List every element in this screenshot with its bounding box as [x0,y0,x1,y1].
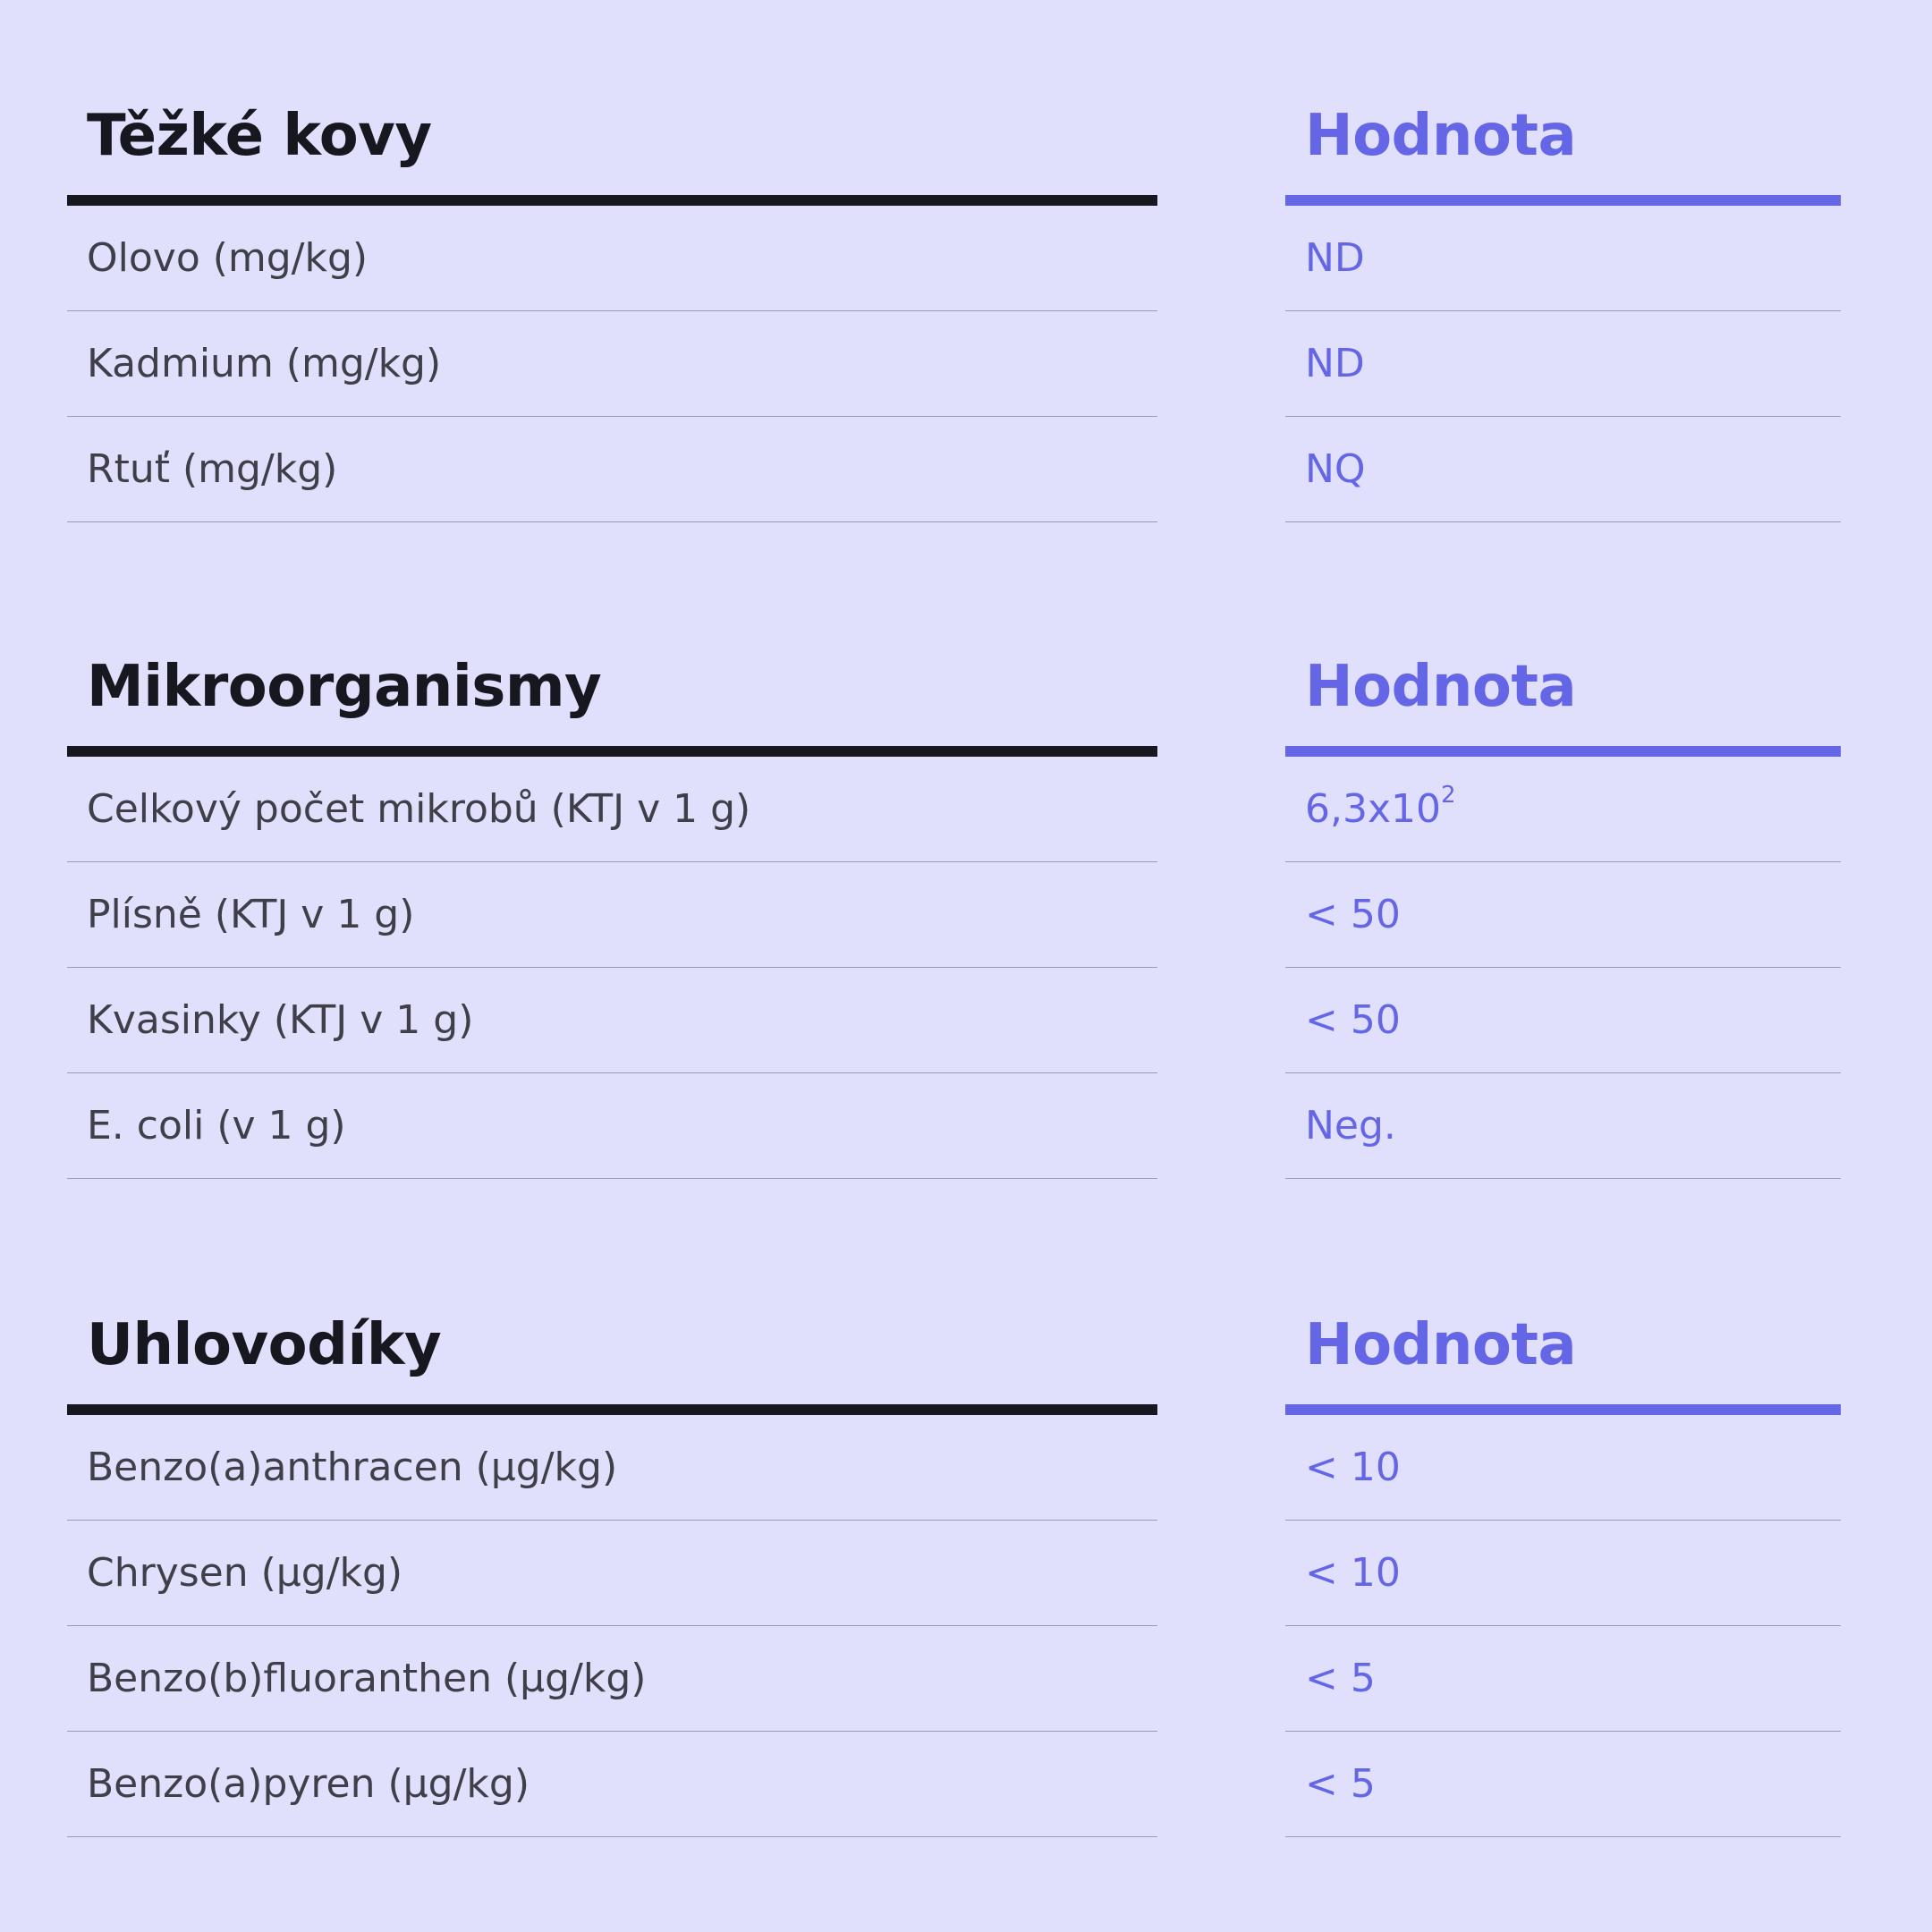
section-title: Těžké kovy [87,103,432,169]
parameter-label: Rtuť (mg/kg) [87,445,338,492]
table-row [1285,417,1841,522]
table-row [1285,862,1841,968]
header-rule [67,1404,1157,1415]
table-row [1285,1073,1841,1179]
hydrocarbons-values-column [1285,1279,1841,1837]
table-row [67,311,1157,417]
parameter-label: Celkový počet mikrobů (KTJ v 1 g) [87,785,751,832]
table-row [67,862,1157,968]
table-row [67,206,1157,311]
value-header-rule [1285,195,1841,206]
table-row [67,1732,1157,1837]
parameter-label: Kadmium (mg/kg) [87,340,442,386]
table-row [67,417,1157,522]
table-row [67,1521,1157,1626]
value-header-label: Hodnota [1305,103,1577,169]
parameter-value: Neg. [1305,1102,1396,1148]
table-row [1285,1626,1841,1732]
table-row [67,1073,1157,1179]
table-row [67,1626,1157,1732]
parameter-label: Benzo(a)anthracen (µg/kg) [87,1444,618,1490]
hydrocarbons-header [67,1279,1157,1415]
parameter-value: < 10 [1305,1549,1401,1596]
parameter-value: < 5 [1305,1655,1376,1701]
value-base: 6,3x10 [1305,785,1442,832]
parameter-label: Chrysen (µg/kg) [87,1549,403,1596]
table-row [1285,206,1841,311]
header-rule [67,746,1157,757]
table-row [67,757,1157,862]
parameter-label: Benzo(a)pyren (µg/kg) [87,1760,530,1807]
parameter-value: < 50 [1305,891,1401,937]
table-row [67,1415,1157,1521]
section-title: Uhlovodíky [87,1312,442,1378]
heavy-metals-header [67,70,1157,206]
table-row [1285,311,1841,417]
value-header [1285,70,1841,206]
microorganisms-header [67,621,1157,757]
parameter-value: < 5 [1305,1760,1376,1807]
parameter-value [1305,757,1456,861]
value-header-rule [1285,746,1841,757]
parameter-label: Benzo(b)fluoranthen (µg/kg) [87,1655,647,1701]
microorganisms-parameters-column [67,621,1157,1179]
parameter-value: ND [1305,340,1365,386]
parameter-value: NQ [1305,445,1366,492]
value-header [1285,621,1841,757]
parameter-label: Kvasinky (KTJ v 1 g) [87,996,474,1043]
parameter-value: < 50 [1305,996,1401,1043]
parameter-value: ND [1305,234,1365,281]
microorganisms-values-column [1285,621,1841,1179]
parameter-label: Plísně (KTJ v 1 g) [87,891,415,937]
table-row [1285,757,1841,862]
value-header [1285,1279,1841,1415]
value-header-rule [1285,1404,1841,1415]
header-rule [67,195,1157,206]
table-row [1285,1415,1841,1521]
heavy-metals-parameters-column [67,70,1157,522]
value-exponent: 2 [1441,781,1456,809]
value-header-label: Hodnota [1305,1312,1577,1378]
parameter-label: E. coli (v 1 g) [87,1102,346,1148]
table-row [1285,1521,1841,1626]
parameter-label: Olovo (mg/kg) [87,234,369,281]
section-title: Mikroorganismy [87,654,602,720]
heavy-metals-values-column [1285,70,1841,522]
parameter-value: < 10 [1305,1444,1401,1490]
hydrocarbons-parameters-column [67,1279,1157,1837]
value-header-label: Hodnota [1305,654,1577,720]
table-row [1285,968,1841,1073]
table-row [1285,1732,1841,1837]
table-row [67,968,1157,1073]
